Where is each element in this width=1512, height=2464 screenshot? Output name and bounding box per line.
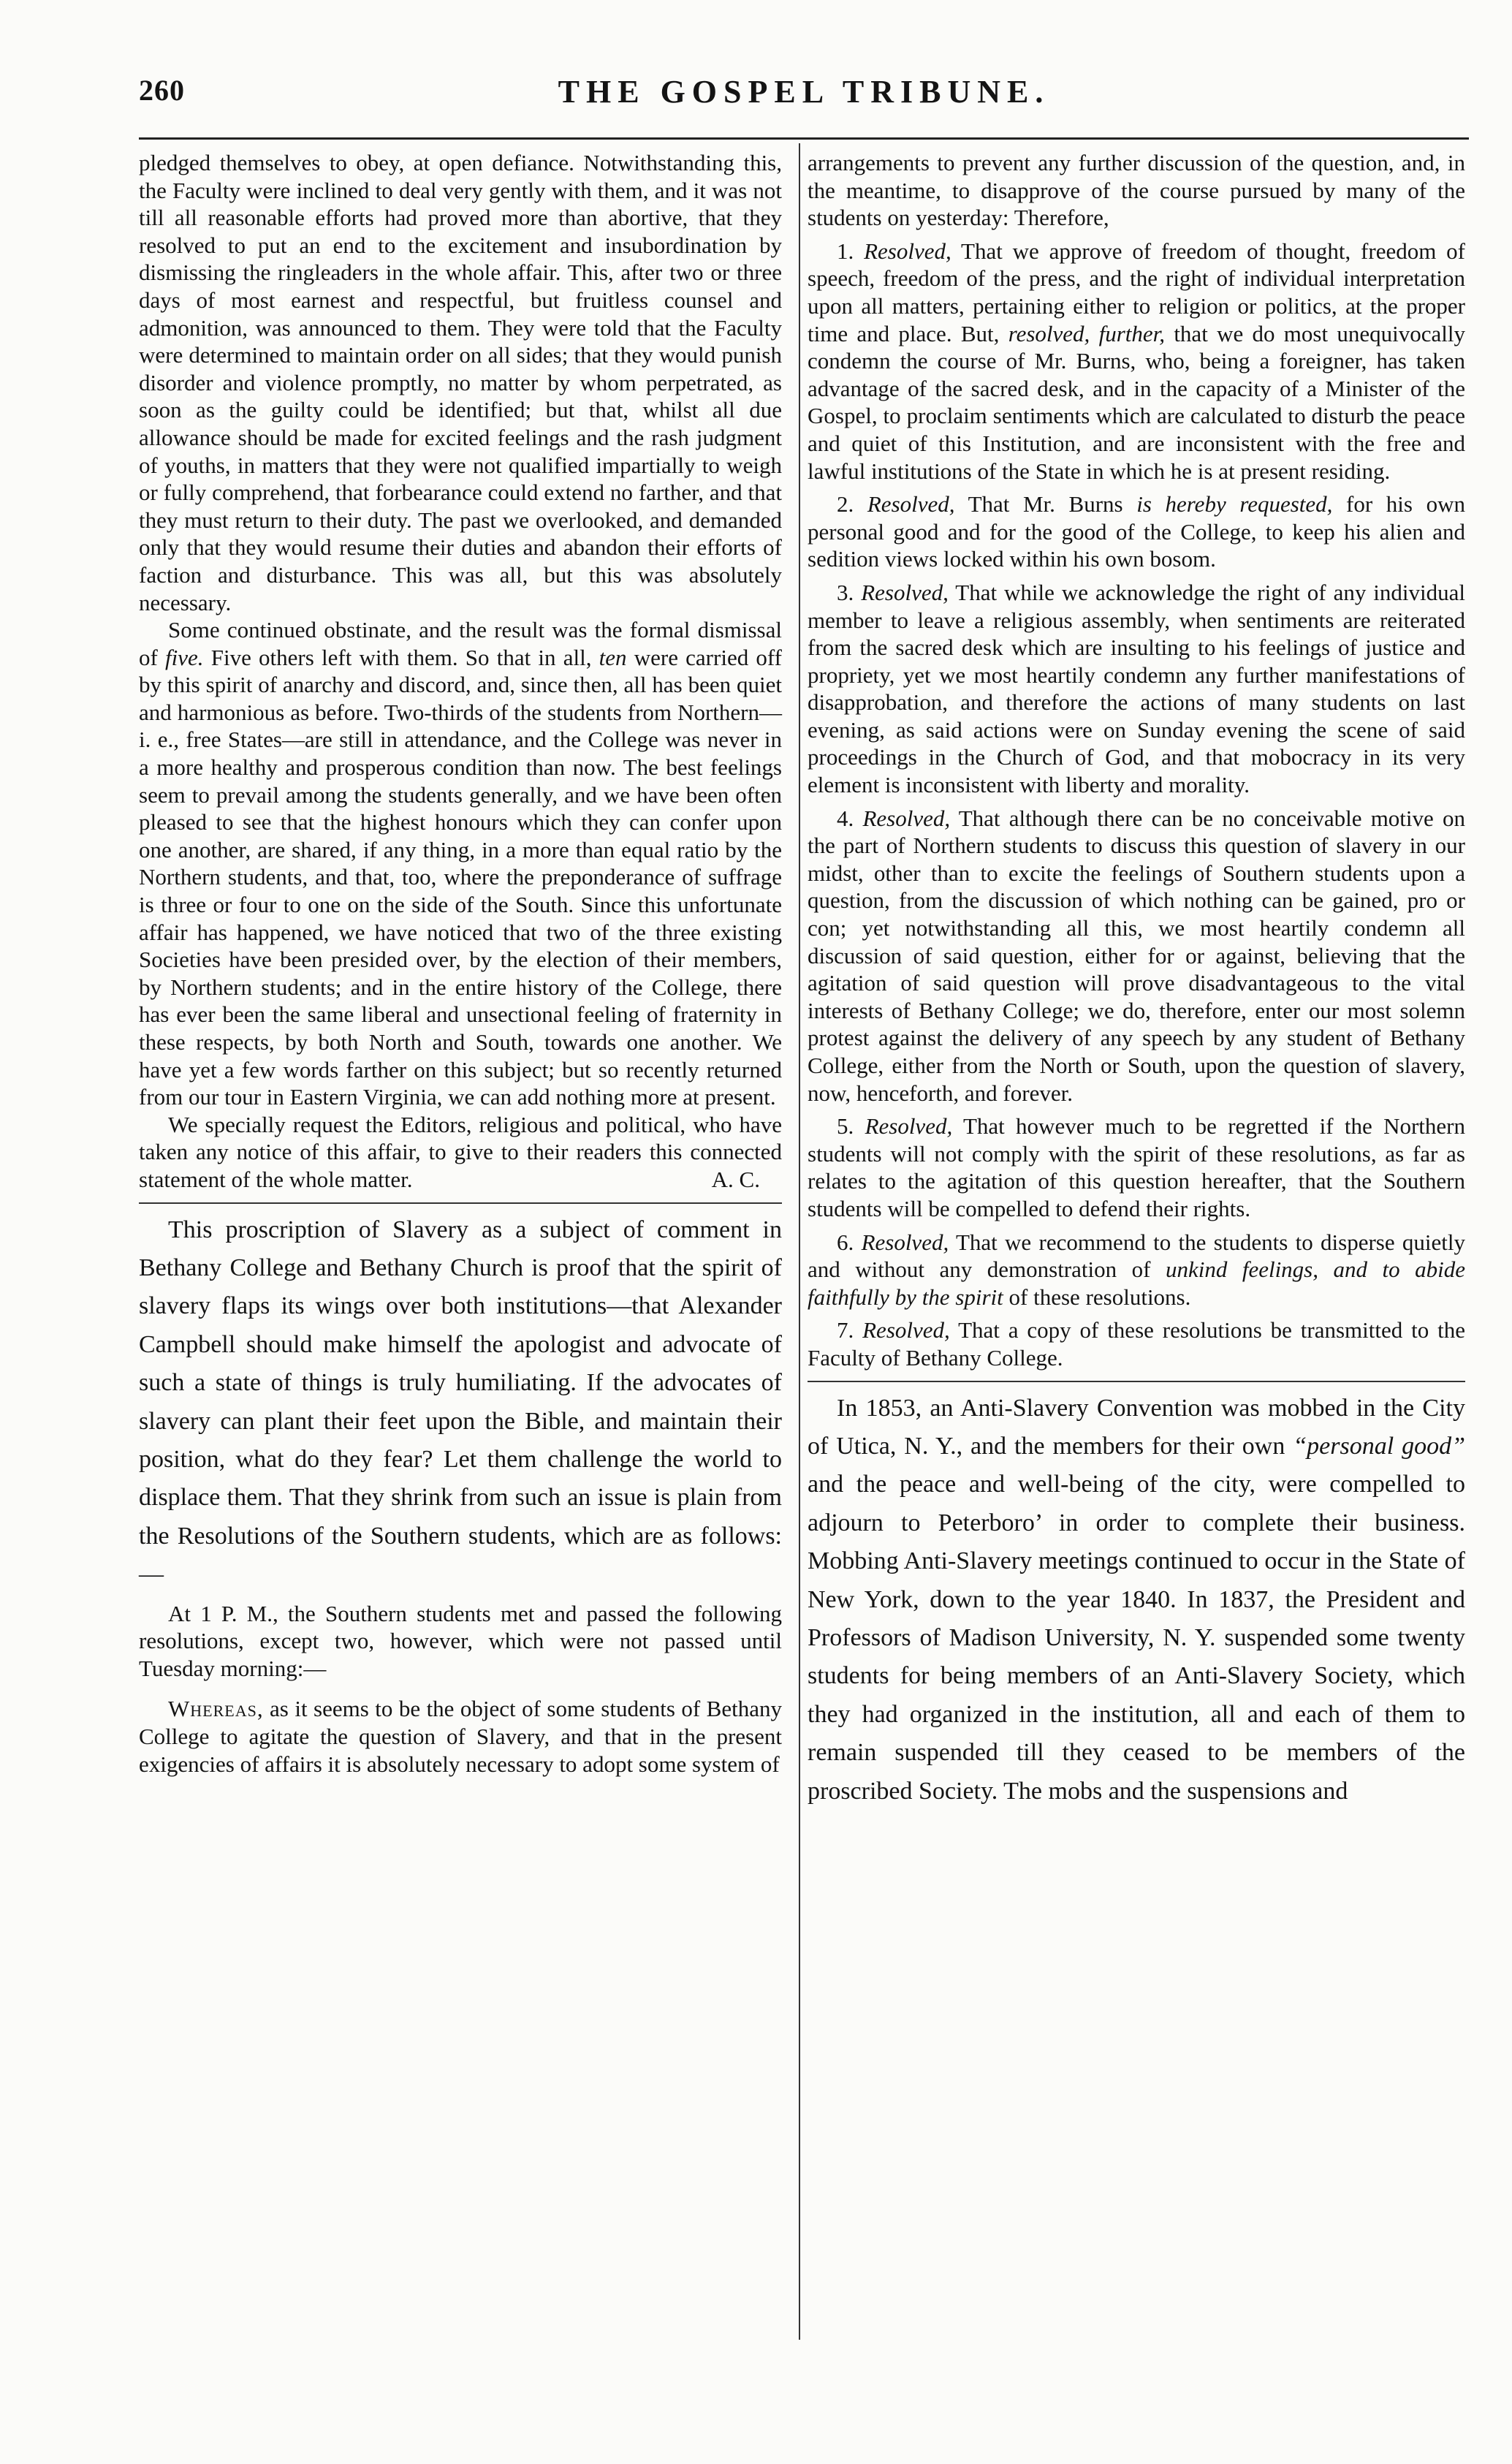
right-column <box>808 149 1465 1811</box>
resolution-4 <box>808 805 1465 1107</box>
paragraph <box>808 1390 1465 1811</box>
text-run: that we do most unequivocally condemn the course of Mr. Burns, who, being a foreigner, has taken advantage of the sacred desk, and in the capacity of a Minister of the Gospel, to proclaim sentiments which are calculated to disturb the peace and quiet of this Institution, and are inconsistent with the free and lawful institutions of the State in which he is at present residing. <box>808 320 1465 484</box>
text-run: That we recommend to the students to disperse quietly and without any demonstration of <box>808 1229 1466 1283</box>
text-run: 5. <box>837 1113 865 1140</box>
italic-text: ten <box>599 644 627 670</box>
text-run: were carried off by this spirit of anarchy and discord, and, since then, all has been quiet and harmonious as before. Two-thirds of the students from Northern—i. e., free States—are still in attendance, and the College was never in a more healthy and prosperous condition than now. The best feelings seem to prevail among the students generally, and we have been often pleased to see that the highest honours which they can confer upon one another, are shared, if any thing, in a more than equal ratio by the Northern students, and that, too, where the preponderance of suffrage is three or four to one on the side of the South. Since this unfortunate affair has happened, we have noticed that two of the three existing Societies have been presided over, by the election of their members, by Northern students; and in the entire history of the College, there has ever been the same liberal and unsectional feeling of fraternity in these respects, by both North and South, towards one another. We have yet a few words farther on this subject; but so recently returned from our tour in Eastern Virginia, we can add nothing more at present. <box>139 644 782 1110</box>
text-run: 7. <box>837 1317 863 1343</box>
italic-text: Resolved, <box>861 1229 949 1255</box>
header-rule <box>139 137 1469 140</box>
running-title: THE GOSPEL TRIBUNE. <box>558 74 1050 110</box>
text-run: That however much to be regretted if the Northern students will not comply with the spirit of these resolutions, as far as relates to the agitation of this question hereafter, that the Southern students will be compelled to defend their rights. <box>808 1113 1466 1221</box>
italic-text: Resolved, <box>864 238 951 264</box>
italic-text: resolved, further, <box>1008 320 1166 346</box>
italic-text: Resolved, <box>865 1113 953 1140</box>
text-run: That Mr. Burns <box>954 491 1137 518</box>
resolution-1 <box>808 238 1465 485</box>
text-run: That we approve of freedom of thought, freedom of speech, freedom of the press, and the right of individual interpretation upon all matters, pertaining either to religion or politics, at the proper time and place. But, <box>808 238 1465 346</box>
time-text: P. M. <box>221 1600 273 1626</box>
text-run: That a copy of these resolutions be transmitted to the Faculty of Bethany College. <box>808 1317 1465 1371</box>
italic-text: Resolved, <box>861 579 949 605</box>
text-run: In 1853, an Anti-Slavery Convention was mobbed in the City of Utica, N. Y., and the members for their own <box>808 1394 1465 1460</box>
paragraph: arrangements to prevent any further discussion of the question, and, in the meantime, to disapprove of the course pursued by many of the students on yesterday: Therefore, <box>808 150 1465 231</box>
resolution-3 <box>808 579 1465 799</box>
paragraph: pledged themselves to obey, at open defiance. Notwithstanding this, the Faculty were inclined to deal very gently with them, and it was not till all reasonable efforts had proved more than abortive, that they resolved to put an end to the excitement and insubordination by dismissing the ringleaders in the whole affair. This, after two or three days of most earnest and respectful, but fruitless counsel and admonition, was announced to them. They were told that the Faculty were determined to maintain order on all sides; that they would punish disorder and violence promptly, no matter by whom perpetrated, as soon as the guilty could be identified; but that, whilst all due allowance should be made for excited feelings and the rash judgment of youths, in matters that they were not qualified impartially to weigh or fully comprehend, that forbearance could extend no farther, and that they must return to their duty. The past we overlooked, and demanded only that they would resume their duties and abandon their efforts of faction and disturbance. This was all, but this was absolutely necessary. <box>139 150 782 615</box>
italic-text: Resolved, <box>867 491 955 518</box>
paragraph: We specially request the Editors, religious and political, who have taken any notice of this affair, to give to their readers this connected statement of the whole matter. <box>139 1111 782 1192</box>
resolution-5 <box>808 1112 1465 1222</box>
italic-text: Resolved, <box>862 1317 950 1343</box>
text-run: of these resolutions. <box>1003 1284 1191 1310</box>
whereas-lead: Whereas, <box>168 1696 264 1722</box>
text-run: That while we acknowledge the right of any individual member to leave a religious assembly, when sentiments are reiterated from the sacred desk which are insulting to his feelings of justice and propriety, yet we most heartily condemn any further manifestations of disapprobation, and therefore the actions of many students on last evening, as said actions were on Sunday evening the scene of said proceedings in the Church of God, and that mobocracy in its very element is inconsistent with liberty and morality. <box>808 579 1465 798</box>
resolution-2 <box>808 490 1465 573</box>
italic-text: Resolved, <box>862 805 951 831</box>
text-run: At 1 <box>168 1600 221 1626</box>
paragraph <box>139 616 782 1111</box>
paragraph <box>139 1600 782 1683</box>
page-number: 260 <box>139 74 185 107</box>
section-rule <box>139 1202 782 1204</box>
text-run: Five others left with them. So that in all, <box>203 644 599 670</box>
italic-text: unkind feelings, and to abide faithfully by the spirit <box>808 1256 1465 1310</box>
text-run: 4. <box>837 805 863 831</box>
resolution-7 <box>808 1316 1465 1371</box>
column-divider <box>799 143 800 2340</box>
text-run: 2. <box>837 491 867 518</box>
paragraph <box>139 1695 782 1778</box>
text-run: 6. <box>837 1229 862 1255</box>
text-run: as it seems to be the object of some students of Bethany College to agitate the question of Slavery, and that in the present exigencies of affairs it is absolutely necessary to adopt some system of <box>139 1696 782 1777</box>
signature: A. C. <box>711 1166 760 1192</box>
text-run: 1. <box>837 238 865 264</box>
text-run: , the Southern students met and passed the following resolutions, except two, however, which were not passed until Tuesday morning:— <box>139 1600 783 1681</box>
page-header <box>139 73 1469 124</box>
paragraph: This proscription of Slavery as a subject of comment in Bethany College and Bethany Church is proof that the spirit of slavery flaps its wings over both institutions—that Alexander Campbell should make himself the apologist and advocate of such a state of things is truly humiliating. If the advocates of slavery can plant their feet upon the Bible, and maintain their position, what do they fear? Let them challenge the world to displace them. That they shrink from such an issue is plain from the Resolutions of the Southern students, which are as follows:— <box>139 1216 782 1588</box>
italic-text: “personal good” <box>1293 1432 1465 1460</box>
text-run: and the peace and well-being of the city, were compelled to adjourn to Peterboro’ in order to complete their business. Mobbing Anti-Slavery meetings continued to occur in the State of New York, down to the year 1840. In 1837, the President and Professors of Madison University, N. Y. suspended some twenty students for being members of an Anti-Slavery Society, which they had organized in the institution, all and each of them to remain suspended till they ceased to be members of the proscribed Society. The mobs and the suspensions and <box>808 1471 1465 1805</box>
text-run: for his own personal good and for the good of the College, to keep his alien and sedition views locked within his own bosom. <box>808 491 1465 572</box>
left-column <box>139 149 782 1778</box>
italic-text: is hereby requested, <box>1136 491 1333 518</box>
resolution-6 <box>808 1229 1465 1311</box>
text-run: That although there can be no conceivable motive on the part of Northern students to discuss this question of slavery in our midst, other than to excite the feelings of Southern students upon a question, from the discussion of which nothing can be gained, pro or con; yet notwithstanding all this, we most heartily condemn all discussion of said question, either for or against, believing that the agitation of said question will prove disadvantageous to the vital interests of Bethany College; we do, therefore, enter our most solemn protest against the delivery of any speech by any student of Bethany College, either from the North or South, upon the question of slavery, now, henceforth, and forever. <box>808 805 1465 1106</box>
section-rule <box>808 1381 1465 1382</box>
italic-text: five. <box>165 644 204 670</box>
text-run: Some continued obstinate, and the result was the formal dismissal of <box>139 617 782 670</box>
text-run: 3. <box>837 579 862 605</box>
